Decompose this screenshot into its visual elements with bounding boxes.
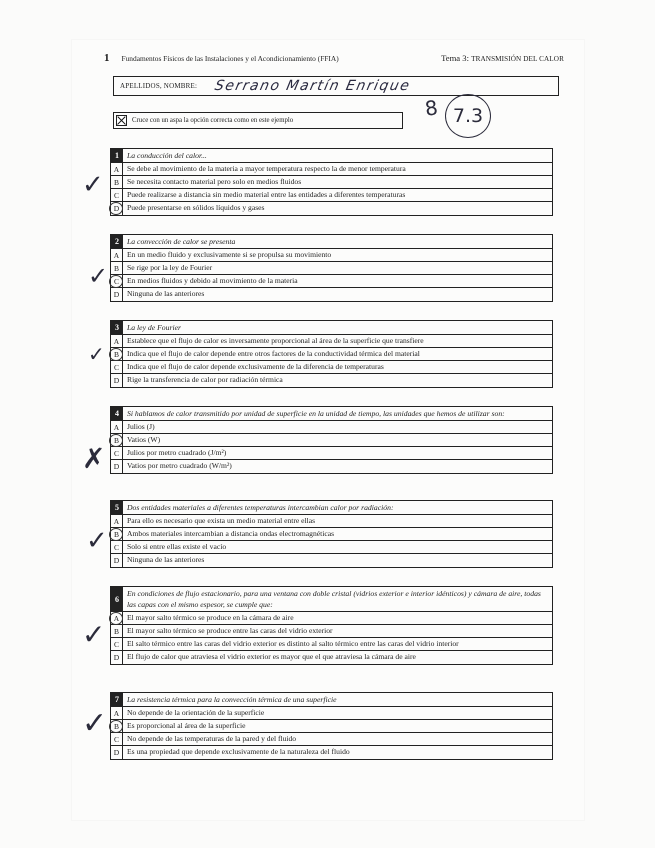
- question-number: 7: [111, 693, 123, 706]
- question-header: [111, 587, 552, 612]
- option-letter[interactable]: C: [111, 189, 123, 201]
- option-text: Vatios por metro cuadrado (W/m²): [127, 461, 232, 470]
- option-letter[interactable]: A: [111, 515, 123, 527]
- option-text: El flujo de calor que atraviesa el vidrio exterior es mayor que el que atraviesa la cámara de aire: [127, 652, 416, 661]
- question-1: [110, 148, 553, 216]
- answer-option-d[interactable]: [111, 374, 552, 387]
- option-text: Puede presentarse en sólidos líquidos y gases: [127, 203, 265, 212]
- option-text: Vatios (W): [127, 435, 161, 444]
- option-letter[interactable]: A: [111, 707, 123, 719]
- answer-option-b[interactable]: [111, 262, 552, 275]
- question-text: La convección de calor se presenta: [127, 237, 236, 246]
- option-text: Indica que el flujo de calor depende exclusivamente de la diferencia de temperaturas: [127, 362, 384, 371]
- answer-option-c[interactable]: [111, 733, 552, 746]
- cross-mark-icon: ✗: [82, 442, 106, 475]
- option-letter[interactable]: A: [111, 249, 123, 261]
- answer-option-b[interactable]: [111, 720, 552, 733]
- option-text: Se necesita contacto material pero solo en medios fluidos: [127, 177, 302, 186]
- question-6: [110, 586, 553, 665]
- answer-option-a[interactable]: [111, 163, 552, 176]
- check-mark-icon: ✓: [86, 526, 108, 556]
- question-number: 5: [111, 501, 123, 514]
- option-letter[interactable]: A: [111, 421, 123, 433]
- option-letter[interactable]: B: [111, 625, 123, 637]
- option-letter[interactable]: A: [111, 335, 123, 347]
- option-text: Para ello es necesario que exista un medio material entre ellas: [127, 516, 316, 525]
- topic-title: [441, 53, 564, 63]
- option-letter[interactable]: C: [111, 447, 123, 459]
- option-text: Julios por metro cuadrado (J/m²): [127, 448, 227, 457]
- option-letter[interactable]: B: [111, 434, 123, 446]
- question-header: [111, 321, 552, 335]
- question-header: [111, 407, 552, 421]
- option-letter[interactable]: D: [111, 288, 123, 301]
- answer-option-a[interactable]: [111, 707, 552, 720]
- question-number: 3: [111, 321, 123, 334]
- option-text: El mayor salto térmico se produce en la cámara de aire: [127, 613, 294, 622]
- topic-name: TRANSMISIÓN DEL CALOR: [471, 55, 564, 63]
- student-name-box: [113, 76, 559, 96]
- check-mark-icon: ✓: [88, 342, 105, 366]
- question-text: La ley de Fourier: [127, 323, 182, 332]
- question-number: 1: [111, 149, 123, 162]
- check-mark-icon: ✓: [82, 618, 106, 651]
- question-4: [110, 406, 553, 474]
- option-letter[interactable]: A: [111, 612, 123, 624]
- option-letter[interactable]: B: [111, 720, 123, 732]
- option-letter[interactable]: A: [111, 163, 123, 175]
- answer-option-a[interactable]: [111, 249, 552, 262]
- answer-option-d[interactable]: [111, 288, 552, 301]
- option-text: Ambos materiales intercambian a distancia ondas electromagnéticas: [127, 529, 335, 538]
- option-text: Julios (J): [127, 422, 155, 431]
- answer-option-c[interactable]: [111, 275, 552, 288]
- answer-option-d[interactable]: [111, 202, 552, 215]
- question-3: [110, 320, 553, 388]
- answer-option-b[interactable]: [111, 348, 552, 361]
- option-text: En medios fluidos y debido al movimiento de la materia: [127, 276, 298, 285]
- subject-title: Fundamentos Físicos de las Instalaciones y el Acondicionamiento (FFIA): [121, 54, 339, 63]
- answer-option-b[interactable]: [111, 434, 552, 447]
- check-mark-icon: ✓: [88, 262, 109, 290]
- option-text: Es proporcional al área de la superficie: [127, 721, 246, 730]
- answer-option-c[interactable]: [111, 638, 552, 651]
- instructions-text: Cruce con un aspa la opción correcta como en este ejemplo: [132, 117, 294, 124]
- raw-score: 8: [423, 95, 440, 121]
- option-letter[interactable]: B: [111, 262, 123, 274]
- answer-option-a[interactable]: [111, 612, 552, 625]
- answer-option-c[interactable]: [111, 447, 552, 460]
- option-text: Se debe al movimiento de la materia a mayor temperatura respecto la de menor temperatura: [127, 164, 406, 173]
- option-letter[interactable]: D: [111, 460, 123, 473]
- answer-option-a[interactable]: [111, 421, 552, 434]
- option-letter[interactable]: C: [111, 541, 123, 553]
- answer-option-b[interactable]: [111, 176, 552, 189]
- answer-option-d[interactable]: [111, 651, 552, 664]
- option-text: No depende de la orientación de la superficie: [127, 708, 265, 717]
- answer-option-b[interactable]: [111, 625, 552, 638]
- answer-option-d[interactable]: [111, 460, 552, 473]
- option-letter[interactable]: B: [111, 348, 123, 360]
- question-number: 6: [111, 587, 123, 611]
- question-number: 4: [111, 407, 123, 420]
- option-text: Puede realizarse a distancia sin medio material entre las entidades a diferentes temperaturas: [127, 190, 406, 199]
- answer-option-d[interactable]: [111, 746, 552, 759]
- answer-option-a[interactable]: [111, 335, 552, 348]
- student-name-handwritten: Serrano Martín Enrique: [213, 78, 413, 94]
- topic-prefix: Tema 3:: [441, 53, 472, 63]
- question-header: [111, 235, 552, 249]
- question-text: Si hablamos de calor transmitido por unidad de superficie en la unidad de tiempo, las unidades que hemos de utilizar son:: [127, 409, 505, 418]
- option-text: Ninguna de las anteriores: [127, 555, 205, 564]
- option-letter[interactable]: C: [111, 361, 123, 373]
- option-text: El salto térmico entre las caras del vidrio exterior es distinto al salto térmico entre las caras del vidrio interior: [127, 639, 459, 648]
- question-header: [111, 149, 552, 163]
- option-text: No depende de las temperaturas de la pared y del fluido: [127, 734, 297, 743]
- page-number: 1: [104, 52, 110, 64]
- final-grade: 7.3: [445, 94, 491, 138]
- option-letter[interactable]: C: [111, 638, 123, 650]
- question-header: [111, 501, 552, 515]
- question-text: La conducción del calor...: [127, 151, 207, 160]
- answer-option-b[interactable]: [111, 528, 552, 541]
- question-5: [110, 500, 553, 568]
- question-text: Dos entidades materiales a diferentes temperaturas intercambian calor por radiación:: [127, 503, 394, 512]
- answer-option-c[interactable]: [111, 189, 552, 202]
- question-2: [110, 234, 553, 302]
- option-text: En un medio fluido y exclusivamente si se propulsa su movimiento: [127, 250, 332, 259]
- option-letter[interactable]: D: [111, 651, 123, 664]
- instructions-box: [113, 112, 403, 129]
- option-text: Indica que el flujo de calor depende entre otros factores de la conductividad térmica del material: [127, 349, 420, 358]
- option-letter[interactable]: D: [111, 746, 123, 759]
- answer-option-d[interactable]: [111, 554, 552, 567]
- question-number: 2: [111, 235, 123, 248]
- question-text: La resistencia térmica para la convección térmica de una superficie: [127, 695, 337, 704]
- question-text: En condiciones de flujo estacionario, para una ventana con doble cristal (vidrios exterior e interior idénticos) y cámara de aire, todas las capas con el mismo espesor, se cumple que:: [127, 589, 541, 609]
- question-header: [111, 693, 552, 707]
- option-text: Rige la transferencia de calor por radiación térmica: [127, 375, 283, 384]
- question-7: [110, 692, 553, 760]
- option-letter[interactable]: D: [111, 554, 123, 567]
- option-text: Ninguna de las anteriores: [127, 289, 205, 298]
- answer-option-c[interactable]: [111, 361, 552, 374]
- check-mark-icon: ✓: [82, 706, 108, 741]
- answer-option-c[interactable]: [111, 541, 552, 554]
- name-label: APELLIDOS, NOMBRE:: [120, 82, 198, 90]
- option-letter[interactable]: B: [111, 528, 123, 540]
- option-letter[interactable]: C: [111, 733, 123, 745]
- option-letter[interactable]: B: [111, 176, 123, 188]
- option-letter[interactable]: C: [111, 275, 123, 287]
- example-cross-icon: [116, 115, 127, 126]
- answer-option-a[interactable]: [111, 515, 552, 528]
- option-text: Solo si entre ellas existe el vacío: [127, 542, 227, 551]
- option-text: El mayor salto térmico se produce entre las caras del vidrio exterior: [127, 626, 333, 635]
- check-mark-icon: ✓: [82, 170, 104, 200]
- option-text: Establece que el flujo de calor es inversamente proporcional al área de la superficie que transfiere: [127, 336, 424, 345]
- page-header: [104, 52, 564, 64]
- option-letter[interactable]: D: [111, 202, 123, 215]
- option-text: Se rige por la ley de Fourier: [127, 263, 213, 272]
- option-letter[interactable]: D: [111, 374, 123, 387]
- option-text: Es una propiedad que depende exclusivamente de la naturaleza del fluido: [127, 747, 350, 756]
